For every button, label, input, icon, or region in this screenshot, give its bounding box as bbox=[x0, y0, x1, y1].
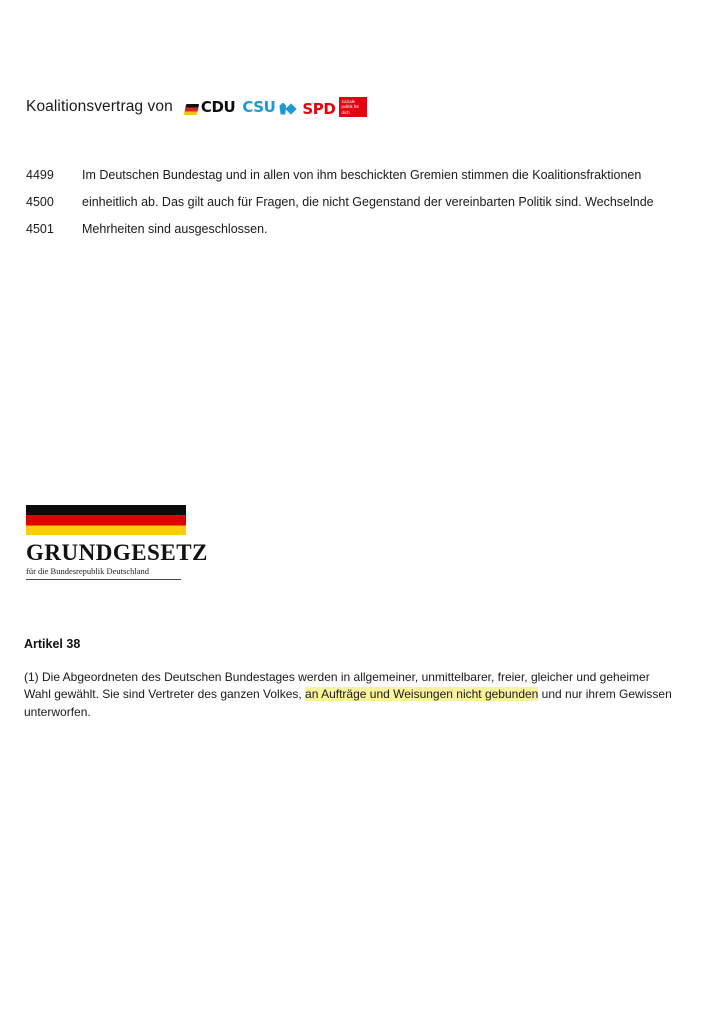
document-header bbox=[26, 96, 367, 118]
line-number: 4499 bbox=[26, 168, 54, 182]
highlighted-text: an Aufträge und Weisungen nicht gebunden bbox=[305, 687, 539, 702]
german-flag-banner-icon bbox=[26, 505, 186, 535]
article-text-part1: (1) Die Abgeordneten des Deutschen Bundestages werden in allgemeiner, unmittelbarer, freier, gleicher und geheimer Wahl gewählt. Sie sind Vertreter des ganzen Volkes, bbox=[24, 670, 650, 702]
spd-logo bbox=[302, 97, 367, 118]
german-flag-icon bbox=[184, 104, 199, 115]
csu-emblem-icon bbox=[279, 103, 295, 115]
grundgesetz-title: GRUNDGESETZ bbox=[26, 540, 208, 565]
treaty-line bbox=[0, 168, 724, 183]
cdu-logo bbox=[185, 97, 236, 116]
line-text: einheitlich ab. Das gilt auch für Fragen, die nicht Gegenstand der vereinbarten Politik sind. Wechselnde bbox=[82, 195, 654, 209]
line-number: 4500 bbox=[26, 195, 54, 209]
treaty-text-block bbox=[0, 168, 724, 249]
spd-tagline: soziale politik für dich bbox=[339, 97, 367, 118]
treaty-line bbox=[0, 222, 724, 237]
line-text: Mehrheiten sind ausgeschlossen. bbox=[82, 222, 268, 236]
article-text-part2: und nur ihrem Gewissen unterworfen. bbox=[24, 687, 672, 719]
grundgesetz-subtitle: für die Bundesrepublik Deutschland bbox=[26, 567, 181, 580]
article-heading: Artikel 38 bbox=[24, 637, 81, 651]
diamond-icon bbox=[286, 103, 297, 114]
page-title: Koalitionsvertrag von bbox=[26, 98, 173, 115]
line-number: 4501 bbox=[26, 222, 54, 236]
csu-logo-label: CSU bbox=[242, 97, 276, 116]
treaty-line bbox=[0, 195, 724, 210]
party-logo-strip bbox=[185, 96, 368, 118]
article-body bbox=[24, 669, 679, 721]
article-section bbox=[24, 637, 679, 721]
grundgesetz-cover bbox=[26, 505, 208, 580]
spd-logo-label: SPD bbox=[302, 100, 336, 119]
csu-logo bbox=[242, 97, 295, 116]
line-text: Im Deutschen Bundestag und in allen von ihm beschickten Gremien stimmen die Koalitionsfraktionen bbox=[82, 168, 642, 182]
cdu-logo-label: CDU bbox=[200, 97, 236, 116]
